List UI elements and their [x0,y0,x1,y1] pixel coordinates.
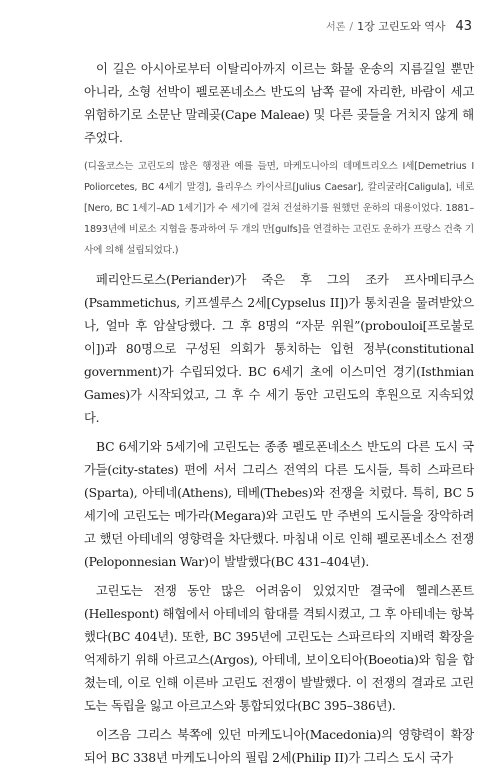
header-section-label: 서론 [326,22,346,33]
page-number: 43 [455,19,472,34]
paragraph-4: 고린도는 전쟁 동안 많은 어려움이 있었지만 결국에 헬레스폰트(Hellespont) 해협에서 아테네의 함대를 격퇴시켰고, 그 후 아테네는 항복했다(BC 404년). 또한, BC 395년에 고린도는 스파르타의 지배력 확장을 억제하기 위해 아르고스(Argos), 아테네, 보이오티아(Boeotia)와 힘을 합쳤는데, 이로 인해 이른바 고린도 전쟁이 발발했다. 이 전쟁의 결과로 고린도는 독립을 잃고 아르고스와 통합되었다(BC 395–386년). [84,584,474,713]
running-header [326,18,472,34]
paragraph-2: 페리안드로스(Periander)가 죽은 후 그의 조카 프사메티쿠스(Psammetichus, 키프셀루스 2세[Cypselus II])가 통치권을 물려받았으나, 얼마 후 암살당했다. 그 후 8명의 “자문 위원”(probouloi[프로불로이])과 80명으로 구성된 의회가 통치하는 입헌 정부(constitutional government)가 수립되었다. BC 6세기 초에 이스미언 경기(Isthmian Games)가 시작되었고, 그 후 수 세기 동안 고린도의 후원으로 지속되었다. [84,273,474,425]
header-chapter-title: 1장 고린도와 역사 [357,20,446,33]
page-body [84,58,474,776]
paragraph-1: 이 길은 아시아로부터 이탈리아까지 이르는 화물 운송의 지름길일 뿐만 아니라, 소형 선박이 펠로폰네소스 반도의 남쪽 끝에 자리한, 바람이 세고 위험하기로 소문난 말레곶(Cape Maleae) 및 다른 곶들을 거치지 않게 해 주었다. [84,62,474,145]
paragraph-5: 이즈음 그리스 북쪽에 있던 마케도니아(Macedonia)의 영향력이 확장되어 BC 338년 마케도니아의 필립 2세(Philip II)가 그리스 도시 국가 [84,728,474,765]
paragraph-3: BC 6세기와 5세기에 고린도는 종종 펠로폰네소스 반도의 다른 도시 국가들(city-states) 편에 서서 그리스 전역의 다른 도시들, 특히 스파르타(Sparta), 아테네(Athens), 테베(Thebes)와 전쟁을 치렀다. 특히, BC 5세기에 고린도는 메가라(Megara)와 고린도 만 주변의 도시들을 장악하려고 했던 아테네의 영향력을 차단했다. 마침내 이로 인해 펠로폰네소스 전쟁(Peloponnesian War)이 발발했다(BC 431–404년). [84,440,474,569]
header-separator: / [349,20,354,33]
parenthetical-note: (디올코스는 고린도의 많은 행정관 예를 들면, 마케도니아의 데메트리오스 I세[Demetrius I Poliorcetes, BC 4세기 말경], 율리우스 카이사르[Julius Caesar], 칼리굴라[Caligula], 네로[Nero, BC 1세기–AD 1세기]가 수 세기에 걸쳐 건설하기를 원했던 운하의 대용이었다. 1881–1893년에 비로소 지협을 통과하여 두 개의 만[gulfs]을 연결하는 고린도 운하가 프랑스 건축 기사에 의해 설립되었다.) [84,161,474,256]
